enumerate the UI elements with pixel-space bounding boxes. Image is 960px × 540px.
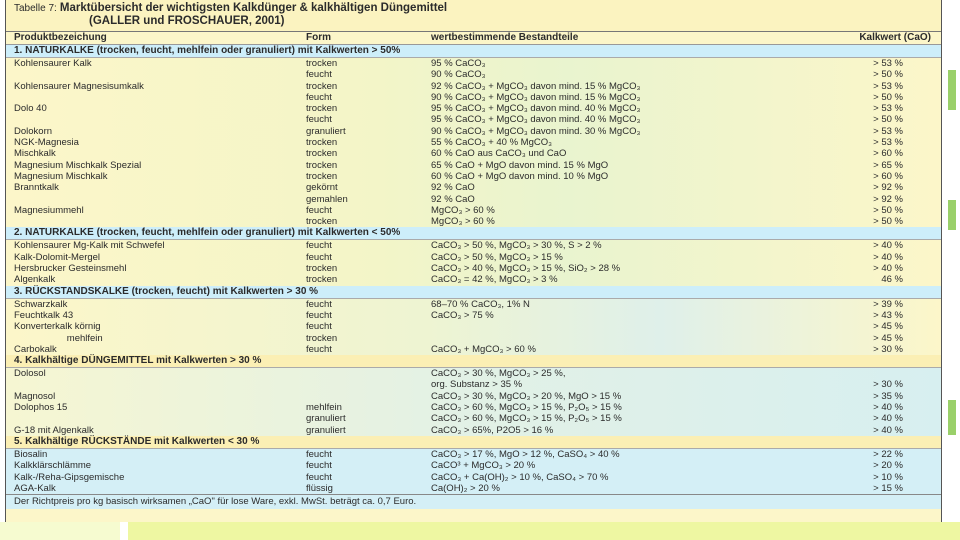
section-heading [6, 45, 941, 58]
table-row [6, 114, 941, 125]
product-form: feucht [306, 251, 332, 263]
product-components: 92 % CaO [431, 182, 475, 194]
section-rows [6, 240, 941, 285]
table-row [6, 379, 941, 390]
section-title: 3. RÜCKSTANDSKALKE [14, 285, 129, 297]
header-form: Form [306, 32, 331, 43]
bottom-strip-right [128, 522, 960, 540]
lime-value: > 40 % [873, 240, 903, 252]
table-row [6, 137, 941, 148]
edge-mark [948, 200, 956, 230]
section-rows [6, 58, 941, 227]
product-form: feucht [306, 114, 332, 126]
table-row [6, 274, 941, 285]
product-components: 68–70 % CaCO₃, 1% N [431, 298, 530, 310]
edge-mark [948, 400, 956, 435]
product-components: CaCO₃ > 60 %, MgCO₃ > 15 %, P₂O₅ > 15 % [431, 402, 622, 414]
lime-value: > 39 % [873, 298, 903, 310]
product-components: 60 % CaO + MgO davon mind. 10 % MgO [431, 170, 609, 182]
edge-mark [948, 70, 956, 110]
lime-value: > 30 % [873, 343, 903, 355]
table-row [6, 171, 941, 182]
lime-value: > 53 % [873, 125, 903, 137]
lime-value: > 53 % [873, 80, 903, 92]
lime-value: > 15 % [873, 482, 903, 494]
product-components: Ca(OH)₂ > 20 % [431, 482, 500, 494]
table-row [6, 194, 941, 205]
table-row [6, 205, 941, 216]
product-name: NGK-Magnesia [14, 137, 79, 149]
product-components: CaCO₃ > 65%, P2O5 > 16 % [431, 424, 554, 436]
lime-value: > 40 % [873, 424, 903, 436]
section-subtitle: (trocken, feucht, mehlfein oder granuliert) mit Kalkwerten < 50% [93, 227, 401, 239]
product-name: G-18 mit Algenkalk [14, 424, 94, 436]
product-name: Hersbrucker Gesteinsmehl [14, 263, 127, 275]
lime-value: > 40 % [873, 263, 903, 275]
product-form: trocken [306, 332, 338, 344]
product-name: Feuchtkalk 43 [14, 309, 74, 321]
product-form: feucht [306, 240, 332, 252]
table-row [6, 240, 941, 251]
table-row [6, 160, 941, 171]
section-title: 4. Kalkhältige DÜNGEMITTEL [14, 355, 154, 367]
table-row [6, 391, 941, 402]
product-components: 95 % CaCO₃ + MgCO₃ davon mind. 40 % MgCO₃ [431, 103, 641, 115]
product-form: mehlfein [306, 402, 342, 414]
lime-value: > 92 % [873, 182, 903, 194]
product-form: trocken [306, 170, 338, 182]
table-row [6, 460, 941, 471]
product-form: feucht [306, 69, 332, 81]
table-row [6, 69, 941, 80]
product-name: Magnesium Mischkalk [14, 170, 108, 182]
product-components: CaCO₃ > 60 %, MgCO₃ > 15 %, P₂O₅ > 15 % [431, 413, 622, 425]
product-components: CaCO₃ > 40 %, MgCO₃ > 15 %, SiO₂ > 28 % [431, 263, 621, 275]
lime-value: > 45 % [873, 321, 903, 333]
table-row [6, 344, 941, 355]
title-line-2: (GALLER und FROSCHAUER, 2001) [89, 15, 285, 27]
lime-value: > 50 % [873, 114, 903, 126]
product-components: 90 % CaCO₃ + MgCO₃ davon mind. 15 % MgCO₃ [431, 91, 641, 103]
table-row [6, 402, 941, 413]
section-rows [6, 368, 941, 436]
table-row [6, 472, 941, 483]
product-components: 90 % CaCO₃ + MgCO₃ davon mind. 30 % MgCO₃ [431, 125, 641, 137]
section-subtitle: mit Kalkwerten < 30 % [151, 435, 260, 447]
product-components: MgCO₃ > 60 % [431, 216, 495, 228]
lime-value: > 40 % [873, 413, 903, 425]
section-heading [6, 227, 941, 240]
product-components: CaCO₃ + MgCO₃ > 60 % [431, 343, 536, 355]
product-form: flüssig [306, 482, 333, 494]
product-name: AGA-Kalk [14, 482, 56, 494]
table-row [6, 425, 941, 436]
lime-value: > 92 % [873, 193, 903, 205]
lime-value: > 43 % [873, 309, 903, 321]
section-title: 2. NATURKALKE [14, 227, 94, 239]
table-row [6, 252, 941, 263]
table-row [6, 216, 941, 227]
product-name: Kalkklärschlämme [14, 460, 92, 472]
lime-value: > 50 % [873, 216, 903, 228]
product-components: CaCO₃ > 75 % [431, 309, 494, 321]
lime-value: > 50 % [873, 69, 903, 81]
table-row [6, 368, 941, 379]
product-form: granuliert [306, 424, 346, 436]
product-form: granuliert [306, 413, 346, 425]
section-subtitle: (trocken, feucht, mehlfein oder granuliert) mit Kalkwerten > 50% [93, 45, 401, 56]
product-form: trocken [306, 216, 338, 228]
product-form: trocken [306, 80, 338, 92]
product-name: Algenkalk [14, 274, 56, 286]
product-name: Kohlensaurer Magnesisumkalk [14, 80, 144, 92]
product-components: CaCO₃ > 50 %, MgCO₃ > 30 %, S > 2 % [431, 240, 602, 252]
section-subtitle: mit Kalkwerten > 30 % [153, 355, 262, 367]
table-row [6, 103, 941, 114]
bottom-strip-left [0, 522, 120, 540]
product-components: 60 % CaO aus CaCO₃ und CaO [431, 148, 567, 160]
lime-value: > 50 % [873, 91, 903, 103]
section-rows [6, 449, 941, 494]
section-subtitle: (trocken, feucht) mit Kalkwerten > 30 % [128, 285, 319, 297]
price-footnote: Der Richtpreis pro kg basisch wirksamen „CaO" für lose Ware, exkl. MwSt. beträgt ca. 0,7 Euro. [6, 494, 941, 509]
table-row [6, 483, 941, 494]
product-components: CaCO₃ + Ca(OH)₂ > 10 %, CaSO₄ > 70 % [431, 471, 609, 483]
lime-value: > 65 % [873, 159, 903, 171]
lime-value: > 53 % [873, 137, 903, 149]
title-line-1: Marktübersicht der wichtigsten Kalkdünger & kalkhältigen Düngemittel [59, 2, 448, 14]
product-name: Dolokorn [14, 125, 53, 137]
table-row [6, 92, 941, 103]
table-row [6, 449, 941, 460]
product-form: gemahlen [306, 193, 348, 205]
product-form: trocken [306, 103, 338, 115]
lime-value: > 22 % [873, 448, 903, 460]
product-name: Kalk-Dolomit-Mergel [14, 251, 101, 263]
table-row [6, 263, 941, 274]
product-form: feucht [306, 91, 332, 103]
section-heading [6, 355, 941, 368]
product-components: 90 % CaCO₃ [431, 69, 486, 81]
header-lime-value: Kalkwert (CaO) [859, 32, 931, 43]
table-row [6, 321, 941, 332]
lime-value: > 40 % [873, 251, 903, 263]
lime-value: > 53 % [873, 58, 903, 69]
product-form: trocken [306, 58, 338, 69]
product-name: Dolophos 15 [14, 402, 68, 414]
lime-value: > 50 % [873, 204, 903, 216]
product-form: trocken [306, 148, 338, 160]
table-row [6, 148, 941, 159]
section-title: 5. Kalkhältige RÜCKSTÄNDE [14, 435, 152, 447]
product-name: Magnosol [14, 390, 56, 402]
product-name: Kalk-/Reha-Gipsgemische [14, 471, 125, 483]
header-product: Produktbezeichung [14, 32, 107, 43]
table-row [6, 413, 941, 424]
product-name: mehlfein [14, 332, 103, 344]
section-rows [6, 299, 941, 355]
product-name: Schwarzkalk [14, 298, 68, 310]
product-name: Mischkalk [14, 148, 56, 160]
product-name: Branntkalk [14, 182, 59, 194]
product-name: Biosalin [14, 448, 48, 460]
lime-value: > 40 % [873, 402, 903, 414]
product-components: CaCO₃ > 30 %, MgCO₃ > 20 %, MgO > 15 % [431, 390, 622, 402]
table-body [6, 45, 941, 494]
product-name: Dolo 40 [14, 103, 47, 115]
product-name: Magnesium Mischkalk Spezial [14, 159, 142, 171]
table-row [6, 126, 941, 137]
lime-value: 46 % [881, 274, 903, 286]
lime-value: > 60 % [873, 148, 903, 160]
product-name: Magnesiummehl [14, 204, 84, 216]
product-components: MgCO₃ > 60 % [431, 204, 495, 216]
product-name: Konverterkalk körnig [14, 321, 101, 333]
table-title [6, 0, 941, 32]
lime-value: > 60 % [873, 170, 903, 182]
product-name: Kohlensaurer Kalk [14, 58, 92, 69]
product-components: 92 % CaO [431, 193, 475, 205]
product-form: gekörnt [306, 182, 338, 194]
product-components: 92 % CaCO₃ + MgCO₃ davon mind. 15 % MgCO₃ [431, 80, 641, 92]
lime-value: > 53 % [873, 103, 903, 115]
product-form: feucht [306, 448, 332, 460]
table-row [6, 299, 941, 310]
product-name: Dolosol [14, 368, 46, 380]
header-components: wertbestimmende Bestandteile [431, 32, 579, 43]
product-components: 95 % CaCO₃ [431, 58, 486, 69]
table-row [6, 58, 941, 69]
product-form: trocken [306, 137, 338, 149]
table-row [6, 333, 941, 344]
product-components: CaCO³ + MgCO₃ > 20 % [431, 460, 536, 472]
product-components: CaCO₃ = 42 %, MgCO₃ > 3 % [431, 274, 558, 286]
product-form: feucht [306, 204, 332, 216]
product-form: granuliert [306, 125, 346, 137]
section-title: 1. NATURKALKE [14, 45, 94, 56]
product-name: Carbokalk [14, 343, 57, 355]
product-form: trocken [306, 159, 338, 171]
product-components: CaCO₃ > 30 %, MgCO₃ > 25 %, [431, 368, 566, 380]
product-form: trocken [306, 263, 338, 275]
product-form: feucht [306, 343, 332, 355]
table-row [6, 81, 941, 92]
market-overview-table [5, 0, 942, 522]
product-form: feucht [306, 298, 332, 310]
product-components: 55 % CaCO₃ + 40 % MgCO₃ [431, 137, 552, 149]
product-components: CaCO₃ > 17 %, MgO > 12 %, CaSO₄ > 40 % [431, 448, 620, 460]
lime-value: > 35 % [873, 390, 903, 402]
section-heading [6, 286, 941, 299]
product-form: trocken [306, 274, 338, 286]
product-components: 95 % CaCO₃ + MgCO₃ davon mind. 40 % MgCO₃ [431, 114, 641, 126]
lime-value: > 45 % [873, 332, 903, 344]
table-row [6, 182, 941, 193]
product-name: Kohlensaurer Mg-Kalk mit Schwefel [14, 240, 165, 252]
table-label: Tabelle 7: [14, 3, 57, 14]
lime-value: > 10 % [873, 471, 903, 483]
section-heading [6, 436, 941, 449]
lime-value: > 20 % [873, 460, 903, 472]
product-form: feucht [306, 309, 332, 321]
product-components: 65 % CaO + MgO davon mind. 15 % MgO [431, 159, 609, 171]
product-form: feucht [306, 321, 332, 333]
lime-value: > 30 % [873, 379, 903, 391]
product-form: feucht [306, 471, 332, 483]
page-edge [945, 0, 960, 522]
column-header-row [6, 32, 941, 45]
product-components: CaCO₃ > 50 %, MgCO₃ > 15 % [431, 251, 563, 263]
table-row [6, 310, 941, 321]
product-form: feucht [306, 460, 332, 472]
product-components: org. Substanz > 35 % [431, 379, 523, 391]
